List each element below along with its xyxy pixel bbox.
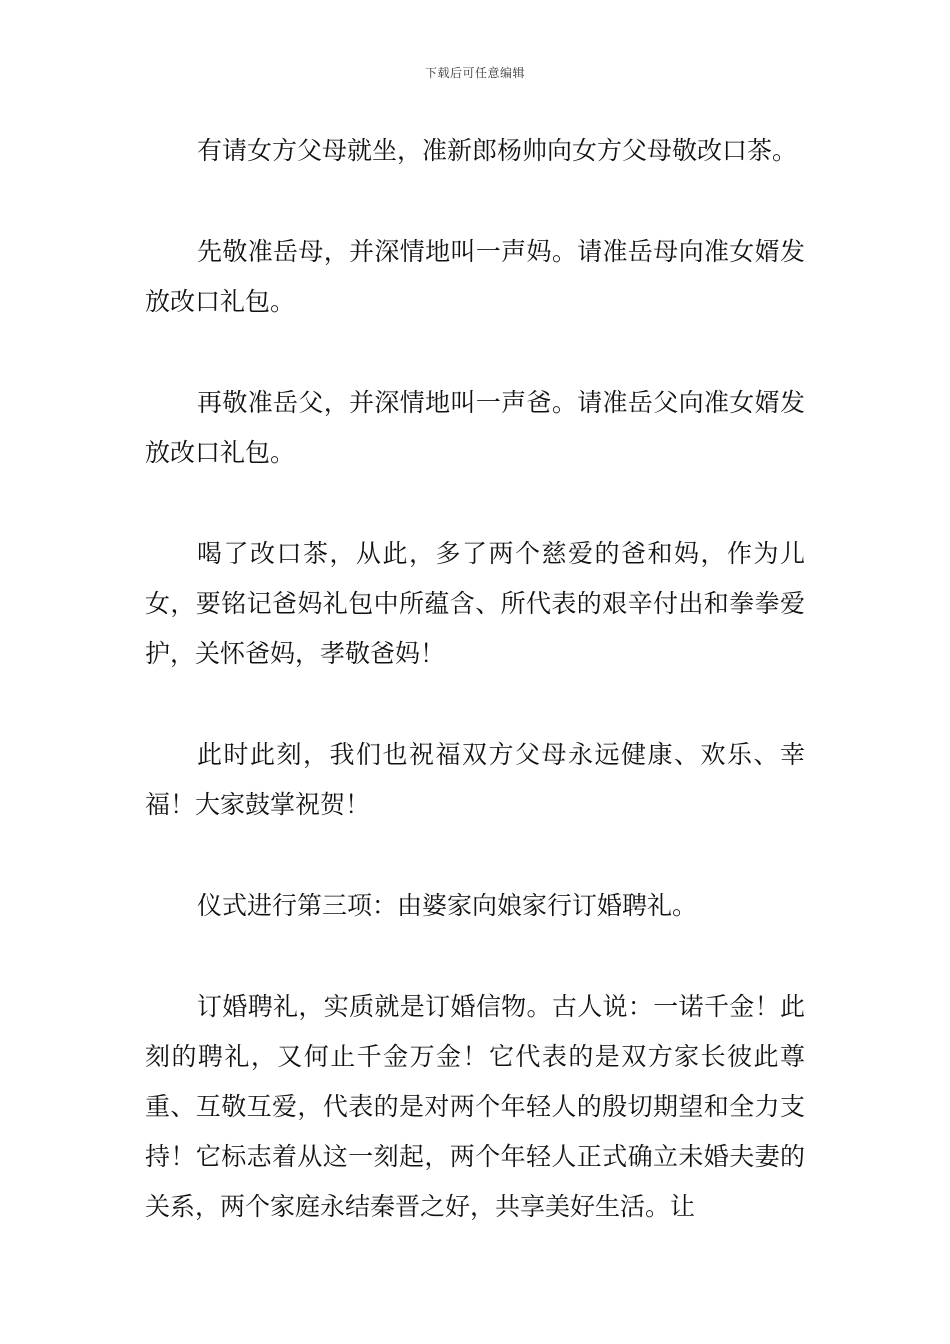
paragraph: 喝了改口茶，从此，多了两个慈爱的爸和妈，作为儿女，要铭记爸妈礼包中所蕴含、所代表的艰辛付出和拳拳爱护，关怀爸妈，孝敬爸妈！ xyxy=(145,539,805,668)
paragraph: 先敬准岳母，并深情地叫一声妈。请准岳母向准女婿发放改口礼包。 xyxy=(145,237,805,316)
paragraph: 订婚聘礼，实质就是订婚信物。古人说：一诺千金！此刻的聘礼，又何止千金万金！它代表的是双方家长彼此尊重、互敬互爱，代表的是对两个年轻人的殷切期望和全力支持！它标志着从这一刻起，两个年轻人正式确立未婚夫妻的关系，两个家庭永结秦晋之好，共享美好生活。让 xyxy=(145,992,805,1221)
paragraph: 再敬准岳父，并深情地叫一声爸。请准岳父向准女婿发放改口礼包。 xyxy=(145,388,805,467)
document-body xyxy=(145,126,805,1283)
paragraph: 此时此刻，我们也祝福双方父母永远健康、欢乐、幸福！大家鼓掌祝贺！ xyxy=(145,740,805,819)
paragraph: 仪式进行第三项：由婆家向娘家行订婚聘礼。 xyxy=(197,891,698,920)
page-header-note: 下载后可任意编辑 xyxy=(424,66,525,80)
paragraph: 有请女方父母就坐，准新郎杨帅向女方父母敬改口茶。 xyxy=(197,136,798,165)
